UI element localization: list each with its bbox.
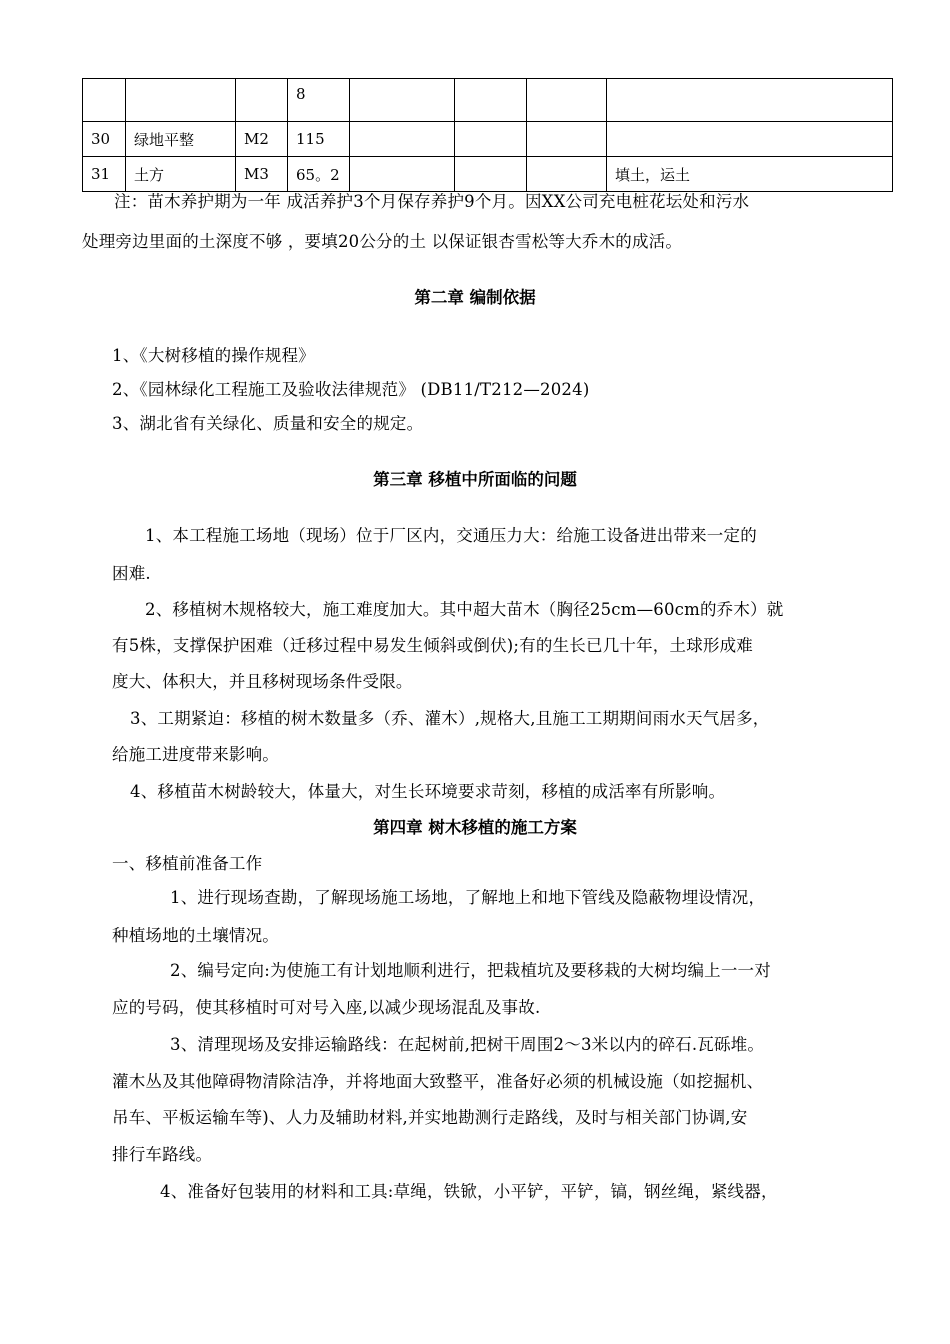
paragraph-line: 有5株，支撑保护困难（迁移过程中易发生倾斜或倒伏);有的生长已几十年，土球形成难	[112, 636, 753, 655]
paragraph-line: 2、编号定向:为使施工有计划地顺利进行，把栽植坑及要移栽的大树均编上一一对	[170, 961, 771, 980]
table-cell	[455, 157, 527, 192]
table-cell: 绿地平整	[126, 122, 236, 157]
basis-item: 1、《大树移植的操作规程》	[112, 346, 315, 365]
table-cell: 65。2	[288, 157, 350, 192]
table-row	[83, 157, 893, 192]
paragraph-line: 度大、体积大，并且移树现场条件受限。	[112, 672, 413, 691]
note-line: 处理旁边里面的土深度不够 ，要填20公分的土 以保证银杏雪松等大乔木的成活。	[82, 232, 683, 251]
table-cell	[83, 79, 126, 122]
paragraph-line: 种植场地的土壤情况。	[112, 926, 279, 945]
basis-item: 2、《园林绿化工程施工及验收法律规范》 (DB11/T212—2024)	[112, 380, 590, 399]
table-cell	[350, 157, 455, 192]
paragraph-line: 1、进行现场查勘，了解现场施工场地，了解地上和地下管线及隐蔽物埋设情况，	[170, 888, 766, 907]
paragraph-line: 灌木丛及其他障碍物清除洁净，并将地面大致整平，准备好必须的机械设施（如挖掘机、	[112, 1072, 764, 1091]
table-cell: 土方	[126, 157, 236, 192]
table-cell	[527, 122, 607, 157]
table-cell: M3	[236, 157, 288, 192]
table-cell	[350, 122, 455, 157]
table-cell: M2	[236, 122, 288, 157]
paragraph-line: 2、移植树木规格较大，施工难度加大。其中超大苗木（胸径25cm—60cm的乔木）就	[145, 600, 784, 619]
paragraph-line: 给施工进度带来影响。	[112, 745, 279, 764]
table-row	[83, 79, 893, 122]
quantity-table	[82, 78, 893, 192]
paragraph-line: 1、本工程施工场地（现场）位于厂区内，交通压力大：给施工设备进出带来一定的	[145, 526, 757, 545]
paragraph-line: 困难.	[112, 564, 151, 583]
table-cell	[236, 79, 288, 122]
basis-item: 3、湖北省有关绿化、质量和安全的规定。	[112, 414, 424, 433]
table-cell	[527, 157, 607, 192]
table-cell	[607, 122, 893, 157]
table-cell: 30	[83, 122, 126, 157]
table-cell: 31	[83, 157, 126, 192]
table-cell	[607, 79, 893, 122]
table-cell	[455, 79, 527, 122]
section-title: 一、移植前准备工作	[112, 854, 263, 873]
table-row	[83, 122, 893, 157]
paragraph-line: 4、移植苗木树龄较大，体量大，对生长环境要求苛刻，移植的成活率有所影响。	[130, 782, 726, 801]
chapter-3-title: 第三章 移植中所面临的问题	[373, 470, 577, 489]
chapter-4-title: 第四章 树木移植的施工方案	[373, 818, 577, 837]
table-cell	[527, 79, 607, 122]
table-cell: 8	[288, 79, 350, 122]
paragraph-line: 3、清理现场及安排运输路线：在起树前,把树干周围2～3米以内的碎石.瓦砾堆。	[170, 1035, 765, 1054]
table-cell	[455, 122, 527, 157]
paragraph-line: 应的号码，使其移植时可对号入座,以减少现场混乱及事故.	[112, 998, 541, 1017]
note-line: 注：苗木养护期为一年 成活养护3个月保存养护9个月。因XX公司充电桩花坛处和污水	[114, 192, 750, 211]
paragraph-line: 3、工期紧迫：移植的树木数量多（乔、灌木）,规格大,且施工工期期间雨水天气居多，	[130, 709, 770, 728]
paragraph-line: 吊车、平板运输车等)、人力及辅助材料,并实地勘测行走路线，及时与相关部门协调,安	[112, 1108, 748, 1127]
table-cell	[126, 79, 236, 122]
chapter-2-title: 第二章 编制依据	[414, 288, 536, 307]
table-cell: 填土，运土	[607, 157, 893, 192]
paragraph-line: 排行车路线。	[112, 1145, 213, 1164]
table-cell	[350, 79, 455, 122]
table-cell: 115	[288, 122, 350, 157]
paragraph-line: 4、准备好包装用的材料和工具:草绳，铁锨，小平铲，平铲，镐，钢丝绳，紧线器，	[160, 1182, 778, 1201]
